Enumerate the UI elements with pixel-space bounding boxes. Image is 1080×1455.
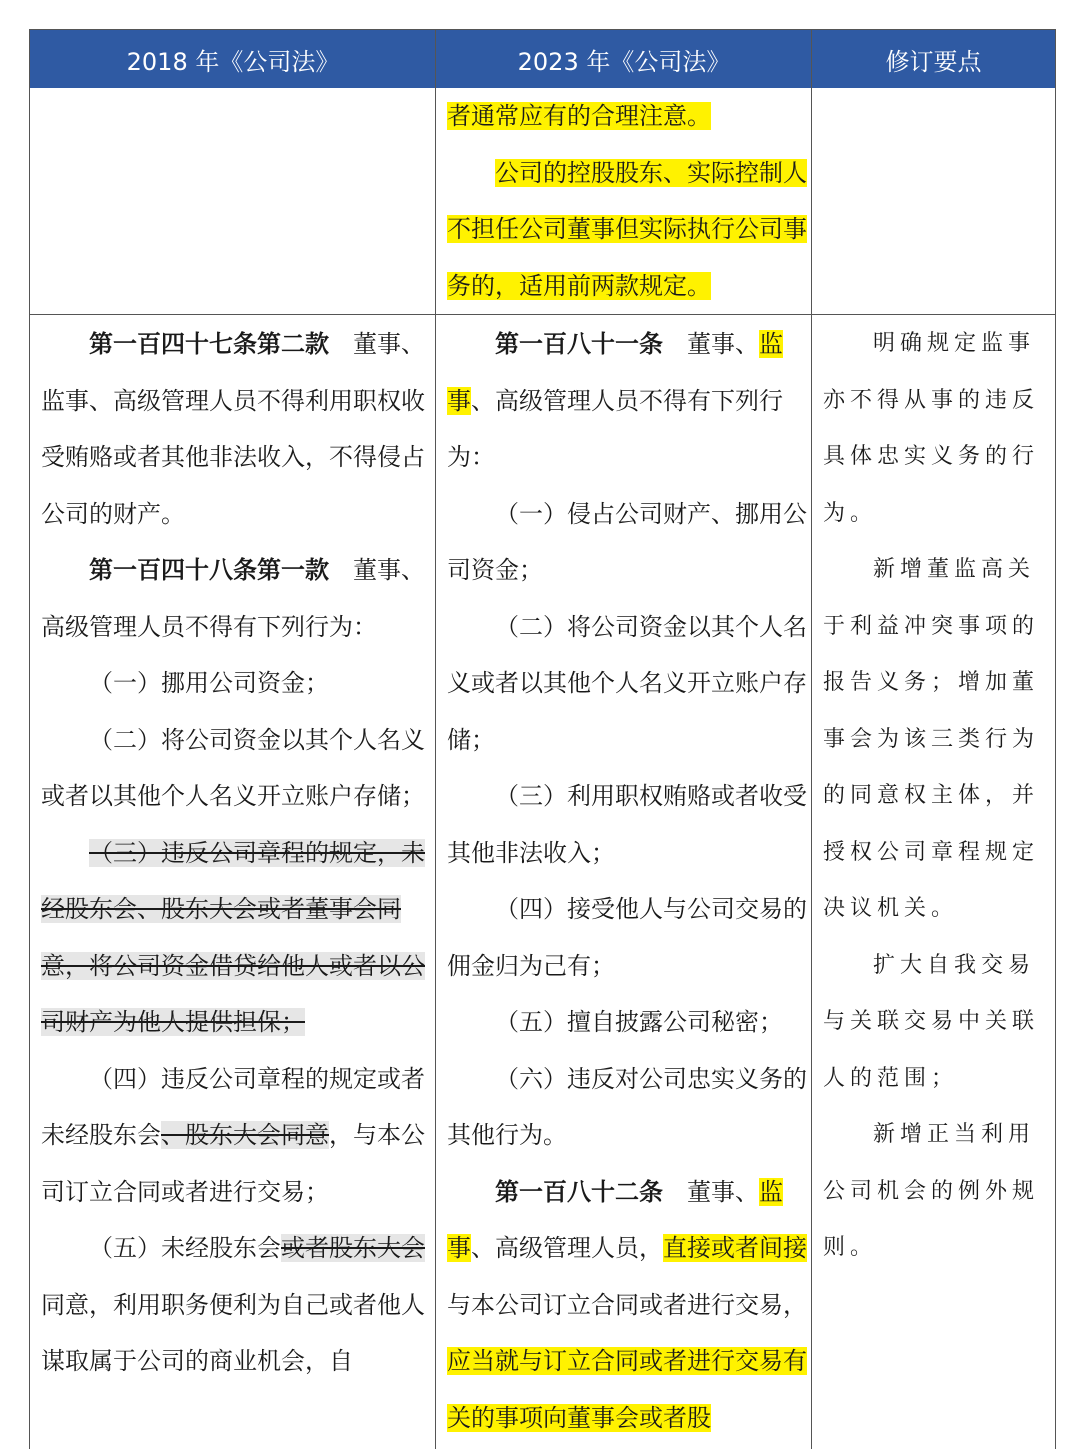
row2-revision-cell	[823, 316, 1045, 1277]
deleted-text: （三）违反公司章程的规定，未经股东会、股东大会或者董事会同意，将公司资金借贷给他人或者以公司财产为他人提供担保；	[41, 838, 425, 1036]
list-item: ，与本公司订立合同或者进行交易；	[41, 1121, 425, 1206]
list-item: （一）挪用公司资金；	[89, 669, 329, 697]
highlighted-text: 公司的控股股东、实际控制人不担任公司董事但实际执行公司事务的，适用前两款规定。	[447, 158, 807, 300]
highlighted-text: 者通常应有的合理注意。	[447, 102, 711, 130]
list-item: （四）接受他人与公司交易的佣金归为己有；	[447, 895, 807, 980]
row-divider	[30, 314, 1055, 315]
column-divider	[435, 30, 436, 1449]
deleted-text: 、股东大会同意	[161, 1121, 329, 1149]
article-title: 第一百八十一条	[495, 330, 663, 358]
article-text: 与本公司订立合同或者进行交易，	[447, 1290, 807, 1319]
list-item: （二）将公司资金以其个人名义或者以其他个人名义开立账户存储；	[41, 725, 425, 810]
list-item: （五）未经股东会	[89, 1234, 281, 1262]
highlighted-text: 监事	[447, 1177, 783, 1262]
revision-point: 明确规定监事亦不得从事的违反具体忠实义务的行为。	[823, 331, 1040, 526]
list-item: （一）侵占公司财产、挪用公司资金；	[447, 499, 807, 584]
revision-point: 扩大自我交易与关联交易中关联人的范围；	[823, 952, 1040, 1091]
row2-2018-cell	[41, 316, 433, 1390]
row2-2023-cell	[447, 316, 807, 1446]
header-revision-points: 修订要点	[812, 30, 1055, 88]
article-text: 董事、	[687, 330, 759, 358]
header-2018-law: 2018 年《公司法》	[30, 30, 436, 88]
list-item: （六）违反对公司忠实义务的其他行为。	[447, 1064, 807, 1149]
article-title: 第一百八十二条	[495, 1177, 663, 1206]
list-item: （三）利用职权贿赂或者收受其他非法收入；	[447, 782, 807, 867]
article-text: 、高级管理人员不得有下列行为：	[447, 386, 783, 471]
article-text: 董事、	[687, 1177, 759, 1206]
article-text: 、高级管理人员，	[471, 1234, 663, 1262]
deleted-text: 或者股东大会	[281, 1234, 425, 1262]
article-text: 董事、高级管理人员不得有下列行为：	[41, 556, 425, 641]
revision-point: 新增正当利用公司机会的例外规则。	[823, 1122, 1040, 1260]
column-divider	[811, 30, 812, 1449]
list-item: （四）违反公司章程的规定或者未经股东会	[41, 1064, 425, 1149]
list-item: （二）将公司资金以其个人名义或者以其他个人名义开立账户存储；	[447, 612, 807, 754]
header-2023-law: 2023 年《公司法》	[436, 30, 812, 88]
row1-2023-cell	[447, 88, 807, 314]
article-title: 第一百四十八条第一款	[89, 556, 329, 584]
article-text: 董事、监事、高级管理人员不得利用职权收受贿赂或者其他非法收入，不得侵占公司的财产。	[41, 330, 425, 528]
highlighted-text: 应当就与订立合同或者进行交易有关的事项向董事会或者股	[447, 1347, 807, 1432]
revision-point: 新增董监高关于利益冲突事项的报告义务；增加董事会为该三类行为的同意权主体，并授权公司章程规定决议机关。	[823, 557, 1040, 921]
highlighted-text: 监事	[447, 330, 783, 415]
article-title: 第一百四十七条第二款	[89, 330, 329, 358]
highlighted-text: 直接或者间接	[663, 1234, 807, 1262]
list-item: （五）擅自披露公司秘密；	[495, 1008, 783, 1036]
comparison-table	[29, 29, 1056, 1449]
list-item: 同意，利用职务便利为自己或者他人谋取属于公司的商业机会，自	[41, 1290, 425, 1375]
